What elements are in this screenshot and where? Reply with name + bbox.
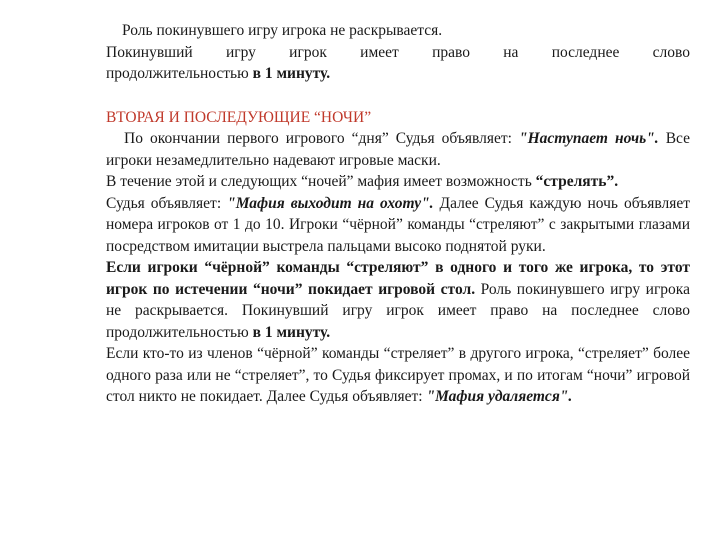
paragraph-3-tail: Далее Судья каждую ночь объявляет номера игроков от 1 до 10. Игроки “чёрной” команды “стреляют” с закрытыми глазами посредством имитации выстрела пальцами высоко поднятой руки.	[106, 194, 690, 255]
paragraph-4-text: Роль покинувшего игру игрока не раскрывается. Покинувший игру игрок имеет право на последнее слово продолжительностью	[106, 280, 690, 341]
paragraph-3-quote: "Мафия выходит на охоту".	[227, 194, 434, 212]
paragraph-4	[106, 257, 690, 343]
paragraph-3	[106, 193, 690, 258]
document-text	[106, 20, 690, 408]
paragraph-4-bold: Если игроки “чёрной” команды “стреляют” в одного и того же игрока, то этот игрок по истечении “ночи” покидает игровой стол.	[106, 259, 690, 298]
intro-line-2	[106, 42, 690, 64]
paragraph-1	[106, 128, 690, 171]
paragraph-3-text: Судья объявляет:	[106, 194, 228, 212]
intro-line-1-text: Роль покинувшего игру игрока не раскрывается.	[122, 22, 443, 39]
paragraph-1-quote: "Наступает ночь".	[519, 130, 659, 147]
paragraph-5-quote: "Мафия удаляется".	[426, 388, 573, 405]
paragraph-2	[106, 171, 690, 193]
paragraph-4-bold-end: в 1 минуту.	[252, 323, 331, 341]
intro-line-2-text: Покинувший игру игрок имеет право на последнее слово	[106, 43, 690, 61]
paragraph-2-bold: “стрелять”.	[535, 173, 619, 190]
paragraph-1-tail: Все игроки незамедлительно надевают игровые маски.	[106, 130, 691, 169]
section-heading: ВТОРАЯ И ПОСЛЕДУЮЩИЕ “НОЧИ”	[106, 108, 372, 126]
paragraph-1-text: По окончании первого игрового “дня” Судья объявляет:	[124, 130, 520, 147]
paragraph-2-text: В течение этой и следующих “ночей” мафия имеет возможность	[106, 173, 536, 190]
intro-line-3-text: продолжительностью	[106, 65, 253, 82]
paragraph-5	[106, 343, 690, 408]
intro-line-1	[106, 20, 690, 42]
intro-line-3-bold: в 1 минуту.	[252, 65, 331, 82]
intro-line-3	[106, 63, 690, 85]
paragraph-5-text: Если кто-то из членов “чёрной” команды “стреляет” в другого игрока, “стреляет” более одного раза или не “стреляет”, то Судья фиксирует промах, и по итогам “ночи” игровой стол никто не покидает. Далее Судья объявляет:	[106, 345, 690, 405]
